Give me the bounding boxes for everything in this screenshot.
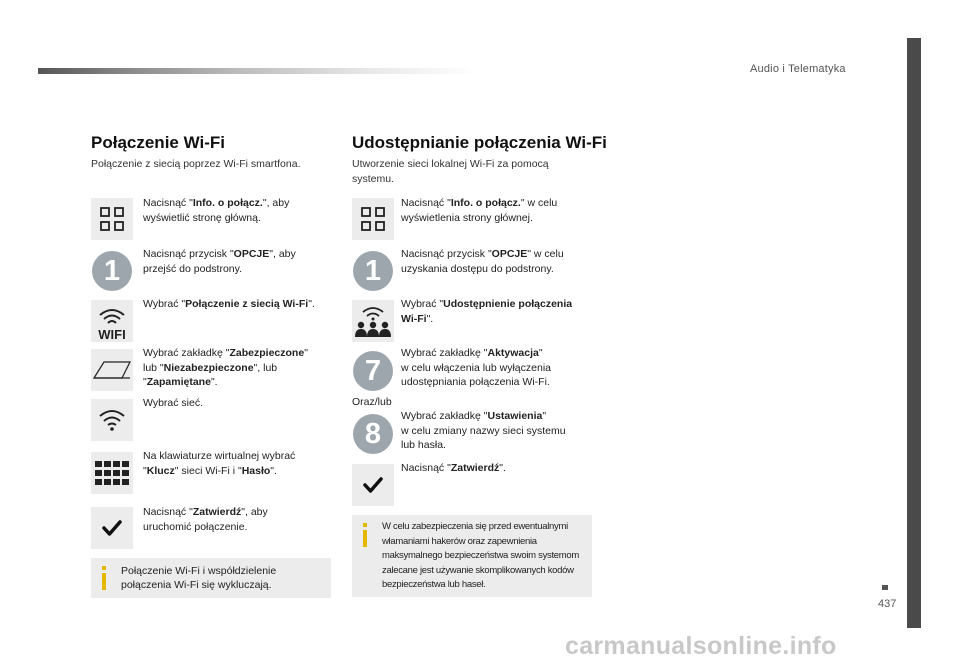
right-step-1-text: Nacisnąć "Info. o połącz." w celu wyświetlenia strony głównej. <box>401 197 558 224</box>
wifi-text-icon <box>91 300 133 342</box>
right-step-3-text: Wybrać "Udostępnienie połączenia Wi-Fi". <box>401 298 573 325</box>
left-step-4-text: Wybrać zakładkę "Zabezpieczone" lub "Niezabezpieczone", lub "Zapamiętane". <box>143 347 308 388</box>
left-step-1-text: Nacisnąć "Info. o połącz.", aby wyświetlić stronę główną. <box>143 197 290 224</box>
right-intro: Utworzenie sieci lokalnej Wi-Fi za pomocą systemu. <box>352 158 549 185</box>
step-8-badge: 8 <box>353 414 393 454</box>
checkmark-icon <box>352 464 394 506</box>
left-info-note: Połączenie Wi-Fi i współdzielenie połączenia Wi-Fi się wykluczają. <box>91 558 331 598</box>
apps-grid-icon <box>352 198 394 240</box>
hotspot-users-icon <box>352 300 394 342</box>
right-step-6-text: Nacisnąć "Zatwierdź". <box>401 462 506 474</box>
left-intro: Połączenie z siecią poprzez Wi-Fi smartfona. <box>91 158 301 170</box>
page-edge-tab <box>907 38 921 628</box>
tab-icon <box>91 349 133 391</box>
left-step-3-text: Wybrać "Połączenie z siecią Wi-Fi". <box>143 298 315 310</box>
keyboard-icon <box>91 452 133 494</box>
apps-grid-icon <box>91 198 133 240</box>
wifi-signal-icon <box>91 399 133 441</box>
oraz-lub-label: Oraz/lub <box>352 396 392 408</box>
left-step-7-text: Nacisnąć "Zatwierdź", aby uruchomić połączenie. <box>143 506 268 533</box>
left-step-2-text: Nacisnąć przycisk "OPCJE", aby przejść do podstrony. <box>143 248 296 275</box>
step-1-badge: 1 <box>92 251 132 291</box>
right-step-5-text: Wybrać zakładkę "Ustawienia" w celu zmiany nazwy sieci systemu lub hasła. <box>401 410 566 451</box>
step-1-badge: 1 <box>353 251 393 291</box>
left-step-5-text: Wybrać sieć. <box>143 397 204 409</box>
checkmark-icon <box>91 507 133 549</box>
left-step-6-text: Na klawiaturze wirtualnej wybrać "Klucz" sieci Wi-Fi i "Hasło". <box>143 450 296 477</box>
watermark: carmanualsonline.info <box>565 632 837 660</box>
header-gradient-bar <box>38 68 478 74</box>
page-number: 437 <box>878 598 897 610</box>
right-title: Udostępnianie połączenia Wi-Fi <box>352 133 607 152</box>
left-title: Połączenie Wi-Fi <box>91 133 225 152</box>
page-marker <box>882 585 888 590</box>
right-info-note: W celu zabezpieczenia się przed ewentualnymi włamaniami hakerów oraz zapewnienia maksymalnego bezpieczeństwa swoim systemom zalecane jest używanie skomplikowanych kodów bezpieczeństwa lub haseł. <box>352 515 592 597</box>
section-title: Audio i Telematyka <box>750 63 846 75</box>
info-icon <box>99 566 109 590</box>
info-icon <box>360 523 370 547</box>
right-step-4-text: Wybrać zakładkę "Aktywacja" w celu włączenia lub wyłączenia udostępniania połączenia Wi-Fi. <box>401 347 551 388</box>
right-step-2-text: Nacisnąć przycisk "OPCJE" w celu uzyskania dostępu do podstrony. <box>401 248 564 275</box>
svg-text:WIFI: WIFI <box>98 327 126 341</box>
step-7-badge: 7 <box>353 351 393 391</box>
